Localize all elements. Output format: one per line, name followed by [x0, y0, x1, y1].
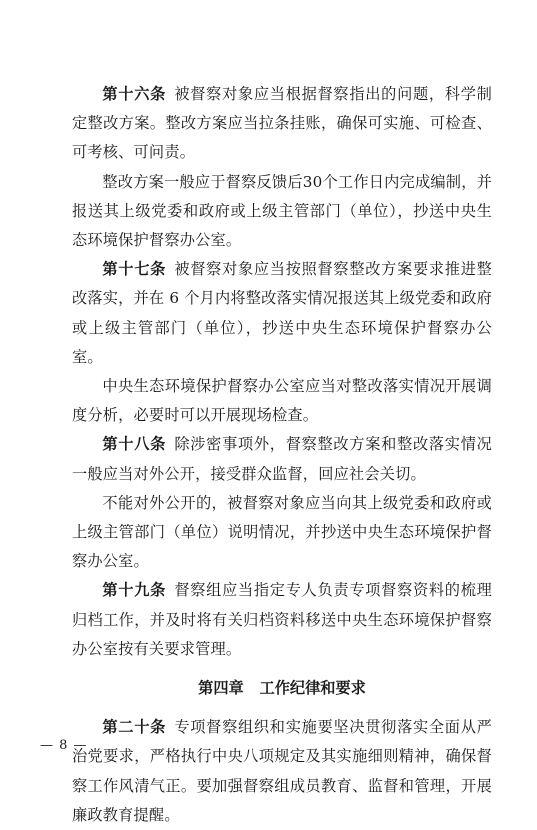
article-17-text: 被督察对象应当按照督察整改方案要求推进整改落实，并在 6 个月内将整改落实情况报送其上级党委和政府或上级主管部门（单位），抄送中央生态环境保护督察办公室。: [72, 260, 492, 366]
article-19-paragraph: [72, 576, 492, 664]
article-18-heading: 第十八条: [102, 435, 167, 454]
article-16-text: 被督察对象应当根据督察指出的问题，科学制定整改方案。整改方案应当拉条挂账，确保可实施、可检查、可考核、可问责。: [72, 85, 492, 162]
page-number: — 8 —: [40, 738, 88, 753]
article-17-paragraph: [72, 255, 492, 372]
document-body: [72, 80, 492, 830]
article-19-heading: 第十九条: [102, 581, 167, 600]
article-18-paragraph-2: 不能对外公开的，被督察对象应当向其上级党委和政府或上级主管部门（单位）说明情况，并抄送中央生态环境保护督察办公室。: [72, 493, 492, 571]
chapter-4-heading: 第四章 工作纪律和要求: [198, 679, 366, 698]
article-20-text: 专项督察组织和实施要坚决贯彻落实全面从严治党要求，严格执行中央八项规定及其实施细则精神，确保督察工作风清气正。要加强督察组成员教育、监督和管理，开展廉政教育提醒。: [72, 718, 492, 824]
article-16-heading: 第十六条: [102, 85, 167, 103]
article-18-text: 除涉密事项外，督察整改方案和整改落实情况一般应当对外公开，接受群众监督，回应社会关切。: [72, 435, 492, 483]
article-17-paragraph-2: 中央生态环境保护督察办公室应当对整改落实情况开展调度分析，必要时可以开展现场检查。: [72, 377, 492, 425]
article-18-paragraph: [72, 430, 492, 488]
article-16-paragraph: [72, 80, 492, 168]
article-16-paragraph-2: 整改方案一般应于督察反馈后30个工作日内完成编制，并报送其上级党委和政府或上级主管部门（单位），抄送中央生态环境保护督察办公室。: [72, 172, 492, 250]
article-20-heading: 第二十条: [102, 718, 167, 737]
article-17-heading: 第十七条: [102, 260, 167, 279]
article-20-paragraph: [72, 713, 492, 830]
article-19-text: 督察组应当指定专人负责专项督察资料的梳理归档工作，并及时将有关归档资料移送中央生态环境保护督察办公室按有关要求管理。: [72, 581, 492, 658]
